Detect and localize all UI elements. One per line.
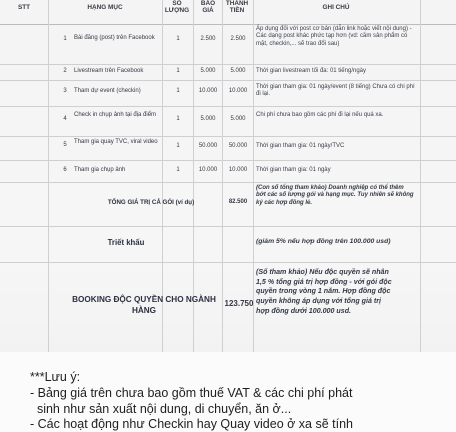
row-note: Thời gian tham gia: 01 ngày/TVC <box>256 143 345 149</box>
row-price: 50.000 <box>198 143 218 149</box>
row-qty: 1 <box>176 88 180 94</box>
row-note: Thời gian livestream tối đa: 01 tiếng/ngày <box>256 68 366 74</box>
row-price: 5.000 <box>200 68 216 74</box>
row-qty: 1 <box>176 116 180 122</box>
total-package-label: TỔNG GIÁ TRỊ CẢ GÓI (ví dụ) <box>107 199 195 206</box>
row-note: Thời gian tham gia: 01 ngày <box>256 167 331 173</box>
exclusive-booking-value: 123.750 <box>224 299 254 308</box>
table-header-row <box>0 0 456 25</box>
table-row-discount <box>0 226 456 263</box>
row-price: 10.000 <box>198 88 218 94</box>
note-item: sinh như sản xuất nội dung, di chuyển, ăn ở... <box>30 402 292 416</box>
row-stt: 3 <box>63 88 67 94</box>
note-item: - Bảng giá trên chưa bao gồm thuế VAT & các chi phí phát <box>30 386 353 400</box>
table-row-total <box>0 182 456 227</box>
row-stt: 4 <box>63 116 67 122</box>
row-qty: 1 <box>176 36 180 42</box>
row-item: Check in chụp ảnh tại địa điểm <box>74 112 157 118</box>
header-note: GHI CHÚ <box>322 4 350 11</box>
table-row <box>0 80 456 107</box>
row-item: Tham gia chụp ảnh <box>74 167 126 173</box>
row-total: 50.000 <box>228 143 248 149</box>
row-stt: 2 <box>63 68 67 74</box>
header-qty: SỐ LƯỢNG <box>164 0 190 14</box>
notes-title: ***Lưu ý: <box>30 370 81 384</box>
table-row <box>0 160 456 183</box>
row-stt: 6 <box>63 167 67 173</box>
row-price: 5.000 <box>200 116 216 122</box>
row-total: 5.000 <box>230 116 246 122</box>
discount-label: Triết khấu <box>107 238 145 247</box>
exclusive-booking-note: (Số tham khảo) Nếu độc quyền sẽ nhân 1,5 % tổng giá trị hợp đồng - với gói độc quyền trong vòng 1 năm. Hợp đồng độc quyền không áp dụng với tổng giá trị hợp đồng dưới 100.000 usd. <box>256 268 392 315</box>
row-price: 2.500 <box>200 36 216 42</box>
row-total: 5.000 <box>230 68 246 74</box>
total-package-note: (Con số tổng tham khảo) Doanh nghiệp có thể thêm bớt các số lượng gói và hạng mục. Tuy nhiên sẽ không ký các hợp đồng lẻ. <box>256 185 414 206</box>
row-qty: 1 <box>176 167 180 173</box>
total-package-value: 82.500 <box>228 199 248 205</box>
row-total: 2.500 <box>230 36 246 42</box>
table-row <box>0 64 456 81</box>
row-item: Bài đăng (post) trên Facebook <box>74 35 155 41</box>
row-stt: 1 <box>63 36 67 42</box>
table-row <box>0 136 456 161</box>
row-item: Livestream trên Facebook <box>74 68 144 74</box>
table-row <box>0 24 456 65</box>
row-qty: 1 <box>176 143 180 149</box>
note-item: - Các hoạt động như Checkin hay Quay video ở xa sẽ tính <box>30 417 353 431</box>
row-stt: 5 <box>63 142 67 148</box>
table-row-exclusive <box>0 262 456 353</box>
row-note: Áp dụng đối với post cơ bản (dẫn link hoặc viết nội dung) - Các dạng post khác phức tạp hơn (vd: cầm sản phẩm có mặt, checkin,... sẽ trao đổi sau) <box>256 26 412 47</box>
row-note: Chi phí chưa bao gồm các phí đi lại nếu quá xa. <box>256 112 384 118</box>
exclusive-booking-label: BOOKING ĐỘC QUYỀN CHO NGÀNH HÀNG <box>72 295 216 315</box>
header-stt: STT <box>17 4 31 11</box>
row-item: Tham dự event (checkin) <box>74 88 141 94</box>
header-item: HẠNG MỤC <box>87 4 123 11</box>
header-price: BÁO GIÁ <box>200 0 216 14</box>
discount-note: (giảm 5% nếu hợp đồng trên 100.000 usd) <box>256 238 391 245</box>
row-price: 10.000 <box>198 167 218 173</box>
row-qty: 1 <box>176 68 180 74</box>
row-total: 10.000 <box>228 88 248 94</box>
row-note: Thời gian tham gia: 01 ngày/event (8 tiếng) Chưa có chi phí đi lại. <box>256 84 415 98</box>
row-total: 10.000 <box>228 167 248 173</box>
row-item: Tham gia quay TVC, viral video <box>74 139 158 145</box>
header-total: THÀNH TIỀN <box>225 0 249 14</box>
table-row <box>0 106 456 137</box>
